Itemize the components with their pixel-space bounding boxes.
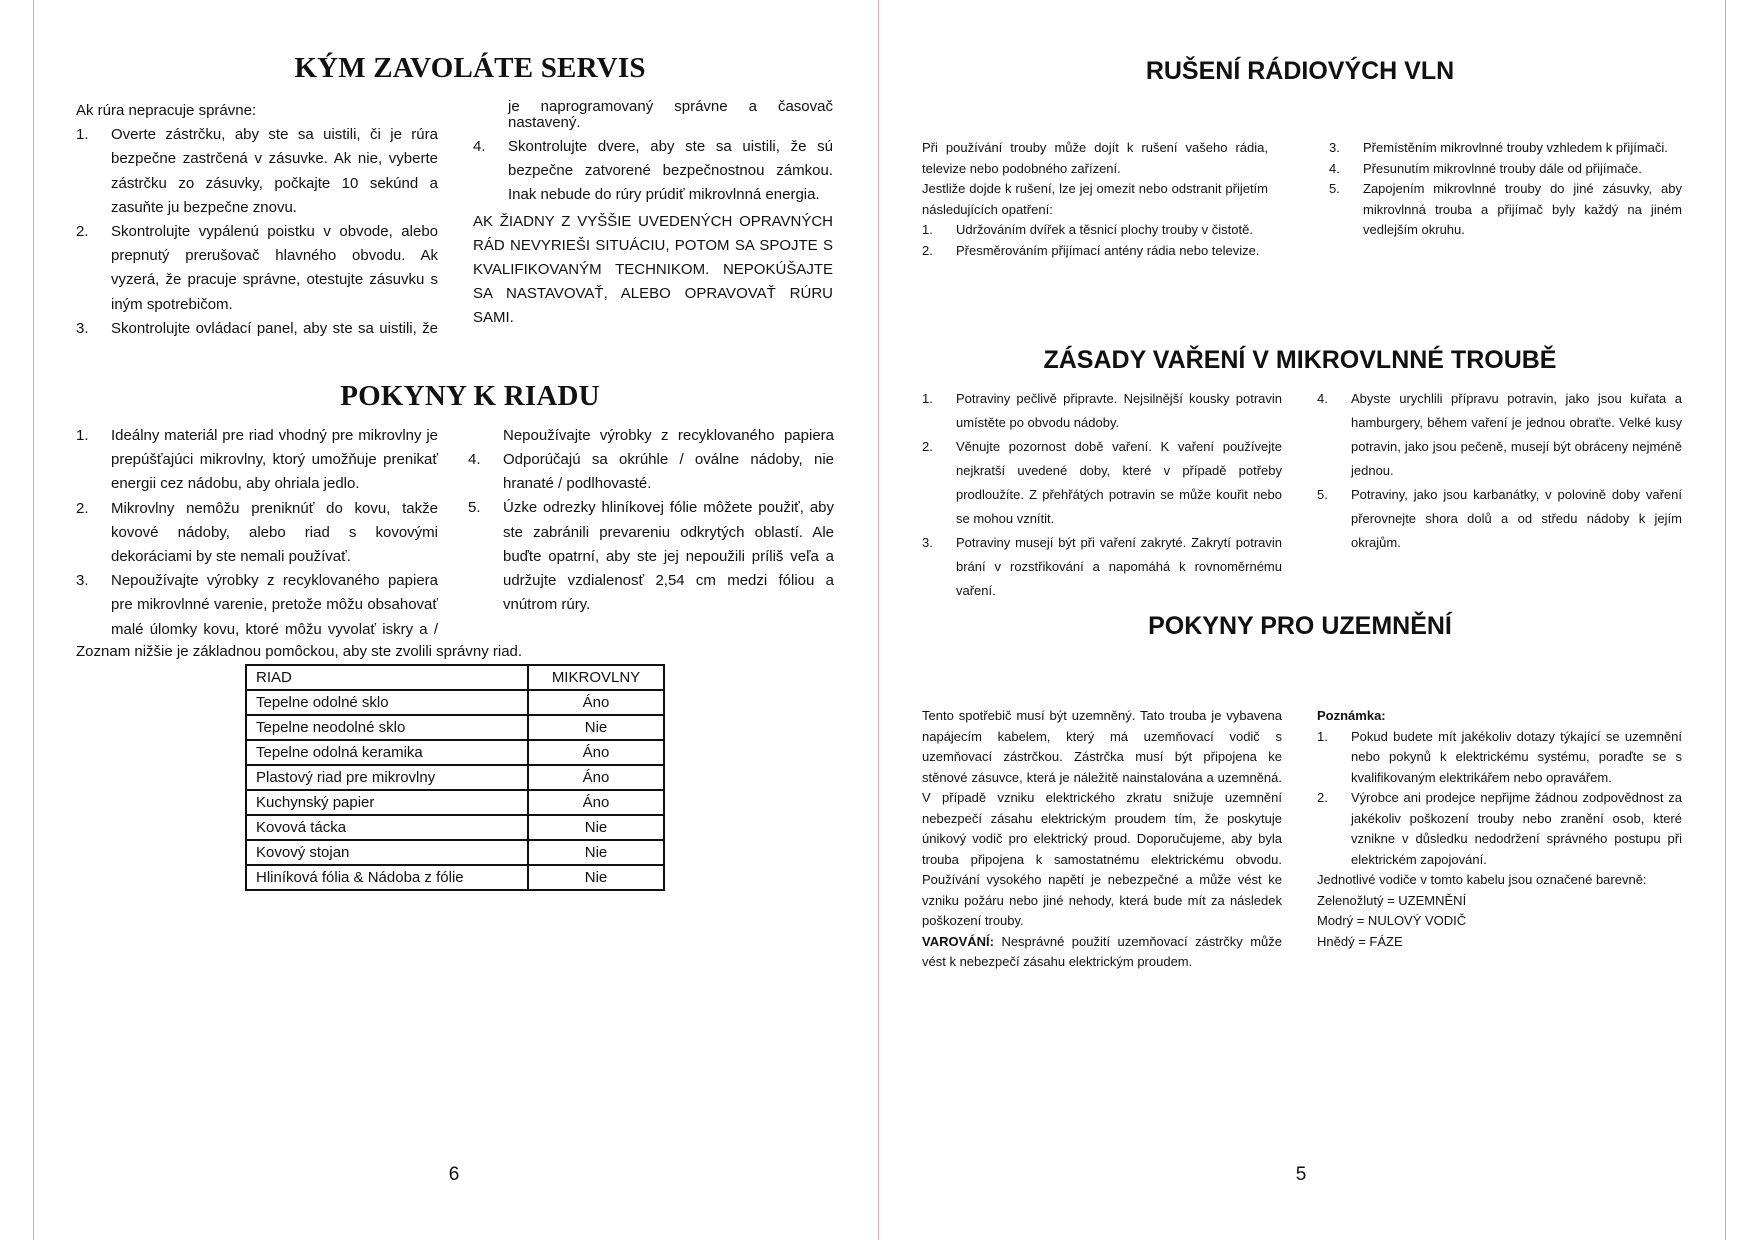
table-cell: Nie [528, 815, 664, 840]
page-number-left: 6 [448, 1164, 460, 1185]
list-item: je naprogramovaný správne a časovač nastavený. [508, 99, 833, 131]
list-item: 2. Výrobce ani prodejce nepřijme žádnou zodpovědnost za jakékoliv poškození trouby nebo zranění osob, které vznikne v důsledku nedodržení správného postupu při elektrickém zapojování. [1317, 790, 1682, 867]
table-cell: Tepelne odolné sklo [246, 690, 528, 715]
ruseni-column-left [922, 138, 1268, 261]
table-row [246, 740, 664, 765]
list-item: 4. Abyste urychlili přípravu potravin, jako jsou kuřata a hamburgery, během vaření je jednou obraťte. Velké kusy potravin, jako jsou pečeně, musejí být obráceny nejméně jednou. [1317, 391, 1682, 478]
list-item: 4. Skontrolujte dvere, aby ste sa uistili, že sú bezpečne zatvorené bezpečnostnou zámkou. Inak nebude do rúry prúdiť mikrovlnná energia. [473, 138, 833, 204]
table-row [246, 715, 664, 740]
table-cell: Hliníková fólia & Nádoba z fólie [246, 865, 528, 890]
uzemneni-column-right [1317, 706, 1682, 952]
list-item: 2. Přesměrováním přijímací antény rádia nebo televize. [922, 242, 1260, 258]
table-cell: Kovová tácka [246, 815, 528, 840]
table-row [246, 765, 664, 790]
page-number-right: 5 [1295, 1164, 1307, 1185]
warning-label: VAROVÁNÍ: [922, 933, 994, 949]
uzemneni-body: Tento spotřebič musí být uzemněný. Tato trouba je vybavena napájecím kabelem, který má uzemňovací vodič s uzemňovací zástrčkou. Zástrčka musí být připojena ke stěnové zásuvce, která je náležitě nainstalována a uzemněná. V případě vzniku elektrického zkratu snižuje uzemnění nebezpečí zásahu elektrickým proudem tím, že poskytuje únikový vodič pro elektrický proud. Doporučujeme, aby byla trouba připojena k samostatnému elektrickému obvodu. Používání vysokého napětí je nebezpečné a může vést ke vzniku požáru nebo jiné nehody, která bude mít za následek poškození trouby. [922, 708, 1282, 928]
wire-line: Modrý = NULOVÝ VODIČ [1317, 913, 1467, 928]
zasady-column-left [922, 387, 1282, 603]
table-cell: Kuchynský papier [246, 790, 528, 815]
uzemneni-warning [922, 932, 1282, 973]
table-row [246, 865, 664, 890]
section-title-pokyny-k-riadu: POKYNY K RIADU [340, 380, 600, 412]
table-cell: Nie [528, 865, 664, 890]
section-title-ruseni-radiovych-vln: RUŠENÍ RÁDIOVÝCH VLN [1145, 57, 1455, 85]
list-item: 1. Pokud budete mít jakékoliv dotazy týkající se uzemnění nebo pokynů k elektrickému systému, poraďte se s kvalifikovaným elektrikářem nebo opravářem. [1317, 728, 1682, 785]
table-cell: Áno [528, 740, 664, 765]
table-header-cell: RIAD [246, 665, 528, 690]
warning-text: Nesprávné použití uzemňovací zástrčky může vést k nebezpečí zásahu elektrickým proudem. [922, 933, 1282, 969]
table-cell: Nie [528, 840, 664, 865]
note-label: Poznámka: [1317, 708, 1386, 723]
riad-list-intro: Zoznam nižšie je základnou pomôckou, aby ste zvolili správny riad. [76, 643, 523, 660]
list-item: 5. Potraviny, jako jsou karbanátky, v polovině doby vaření přerovnejte shora dolů a od středu nádoby k jejím okrajům. [1317, 487, 1682, 550]
list-item: 2. Skontrolujte vypálenú poistku v obvode, alebo prepnutý prerušovač hlavného obvodu. Ak vyzerá, že pracuje správne, otestujte zásuvku s iným spotrebičom. [76, 223, 438, 313]
table-header-row [246, 665, 664, 690]
table-row [246, 815, 664, 840]
table-cell: Plastový riad pre mikrovlny [246, 765, 528, 790]
list-item: 2. Věnujte pozornost době vaření. K vaření používejte nejkratší uvedené doby, které v případě potřeby prodloužíte. Z přehřátých potravin se může kouřit nebo se mohou vznítit. [922, 439, 1282, 526]
servis-intro: Ak rúra nepracuje správne: [76, 102, 257, 119]
table-cell: Tepelne odolná keramika [246, 740, 528, 765]
ruseni-intro-1: Při používání trouby může dojít k rušení vašeho rádia, televize nebo podobného zařízení. [922, 140, 1268, 176]
ruseni-intro-2: Jestliže dojde k rušení, lze jej omezit nebo odstranit přijetím následujících opatření: [922, 181, 1268, 217]
section-title-zasady-vareni: ZÁSADY VAŘENÍ V MIKROVLNNÉ TROUBĚ [1043, 346, 1557, 374]
table-cell: Áno [528, 790, 664, 815]
table-cell: Áno [528, 690, 664, 715]
list-item: 3. Nepoužívajte výrobky z recyklovaného papiera pre mikrovlnné varenie, pretože môžu obsahovať malé úlomky kovu, ktoré môžu vyvolať iskry a / [76, 572, 438, 638]
zasady-column-right [1317, 387, 1682, 555]
table-header-cell: MIKROVLNY [528, 665, 664, 690]
riad-table [245, 664, 665, 891]
list-item: 3. Potraviny musejí být při vaření zakryté. Zakrytí potravin brání v rozstřikování a napomáhá k rovnoměrnému vaření. [922, 535, 1282, 598]
section-title-kym-zavolate-servis: KÝM ZAVOLÁTE SERVIS [294, 52, 646, 84]
table-row [246, 840, 664, 865]
list-item: 1. Ideálny materiál pre riad vhodný pre mikrovlny je prepúšťajúci mikrovlny, ktorý umožňuje prenikať energii cez nádobu, aby ohriala jedlo. [76, 427, 438, 493]
servis-column-left [76, 99, 438, 343]
list-item: 5. Zapojením mikrovlnné trouby do jiné zásuvky, aby mikrovlnná trouba a přijímač byly každý na jiném vedlejším okruhu. [1329, 181, 1682, 237]
list-item: 4. Odporúčajú sa okrúhle / oválne nádoby, nie hranaté / podlhovasté. [468, 451, 834, 493]
table-cell: Kovový stojan [246, 840, 528, 865]
list-item: 5. Úzke odrezky hliníkovej fólie môžete použiť, aby ste zabránili prevareniu odkrytých oblastí. Ale buďte opatrní, aby ste jej nepoužili príliš veľa a udržujte vzdialenosť 2,54 cm medzi fóliou a vnútrom rúry. [468, 499, 834, 614]
table-row [246, 690, 664, 715]
table-cell: Tepelne neodolné sklo [246, 715, 528, 740]
section-title-pokyny-pro-uzemneni: POKYNY PRO UZEMNĚNÍ [1148, 612, 1452, 640]
ruseni-column-right [1329, 138, 1682, 241]
list-item: 1. Potraviny pečlivě připravte. Nejsilnější kousky potravin umístěte po obvodu nádoby. [922, 391, 1282, 430]
list-item: 1. Udržováním dvířek a těsnicí plochy trouby v čistotě. [922, 222, 1253, 237]
wire-line: Zelenožlutý = UZEMNĚNÍ [1317, 892, 1467, 908]
list-item: Nepoužívajte výrobky z recyklovaného papiera [503, 427, 834, 444]
list-item: 3. Přemístěním mikrovlnné trouby vzhledem k přijímači. [1329, 140, 1668, 155]
table-cell: Nie [528, 715, 664, 740]
servis-warning: AK ŽIADNY Z VYŠŠIE UVEDENÝCH OPRAVNÝCH RÁD NEVYRIEŠI SITUÁCIU, POTOM SA SPOJTE S KVALIFIKOVANÝM TECHNIKOM. NEPOKÚŠAJTE SA NASTAVOVAŤ, ALEBO OPRAVOVAŤ RÚRU SAMI. [473, 212, 833, 327]
list-item: 3. Skontrolujte ovládací panel, aby ste sa uistili, že [76, 319, 438, 337]
list-item: 2. Mikrovlny nemôžu preniknúť do kovu, takže kovové nádoby, alebo riad s kovovými dekoráciami by ste nemali používať. [76, 499, 438, 566]
riad-column-left [76, 424, 438, 641]
table-row [246, 790, 664, 815]
riad-column-right [468, 424, 834, 617]
list-item: 1. Overte zástrčku, aby ste sa uistili, či je rúra bezpečne zastrčená v zásuvke. Ak nie, vyberte zástrčku zo zásuvky, počkajte 10 sekúnd a zasuňte ju bezpečne znovu. [76, 126, 438, 216]
wire-line: Hnědý = FÁZE [1317, 933, 1403, 949]
wires-intro: Jednotlivé vodiče v tomto kabelu jsou označené barevně: [1317, 872, 1647, 887]
table-cell: Áno [528, 765, 664, 790]
list-item: 4. Přesunutím mikrovlnné trouby dále od přijímače. [1329, 160, 1642, 176]
uzemneni-column-left [922, 706, 1282, 973]
servis-column-right [473, 99, 833, 331]
